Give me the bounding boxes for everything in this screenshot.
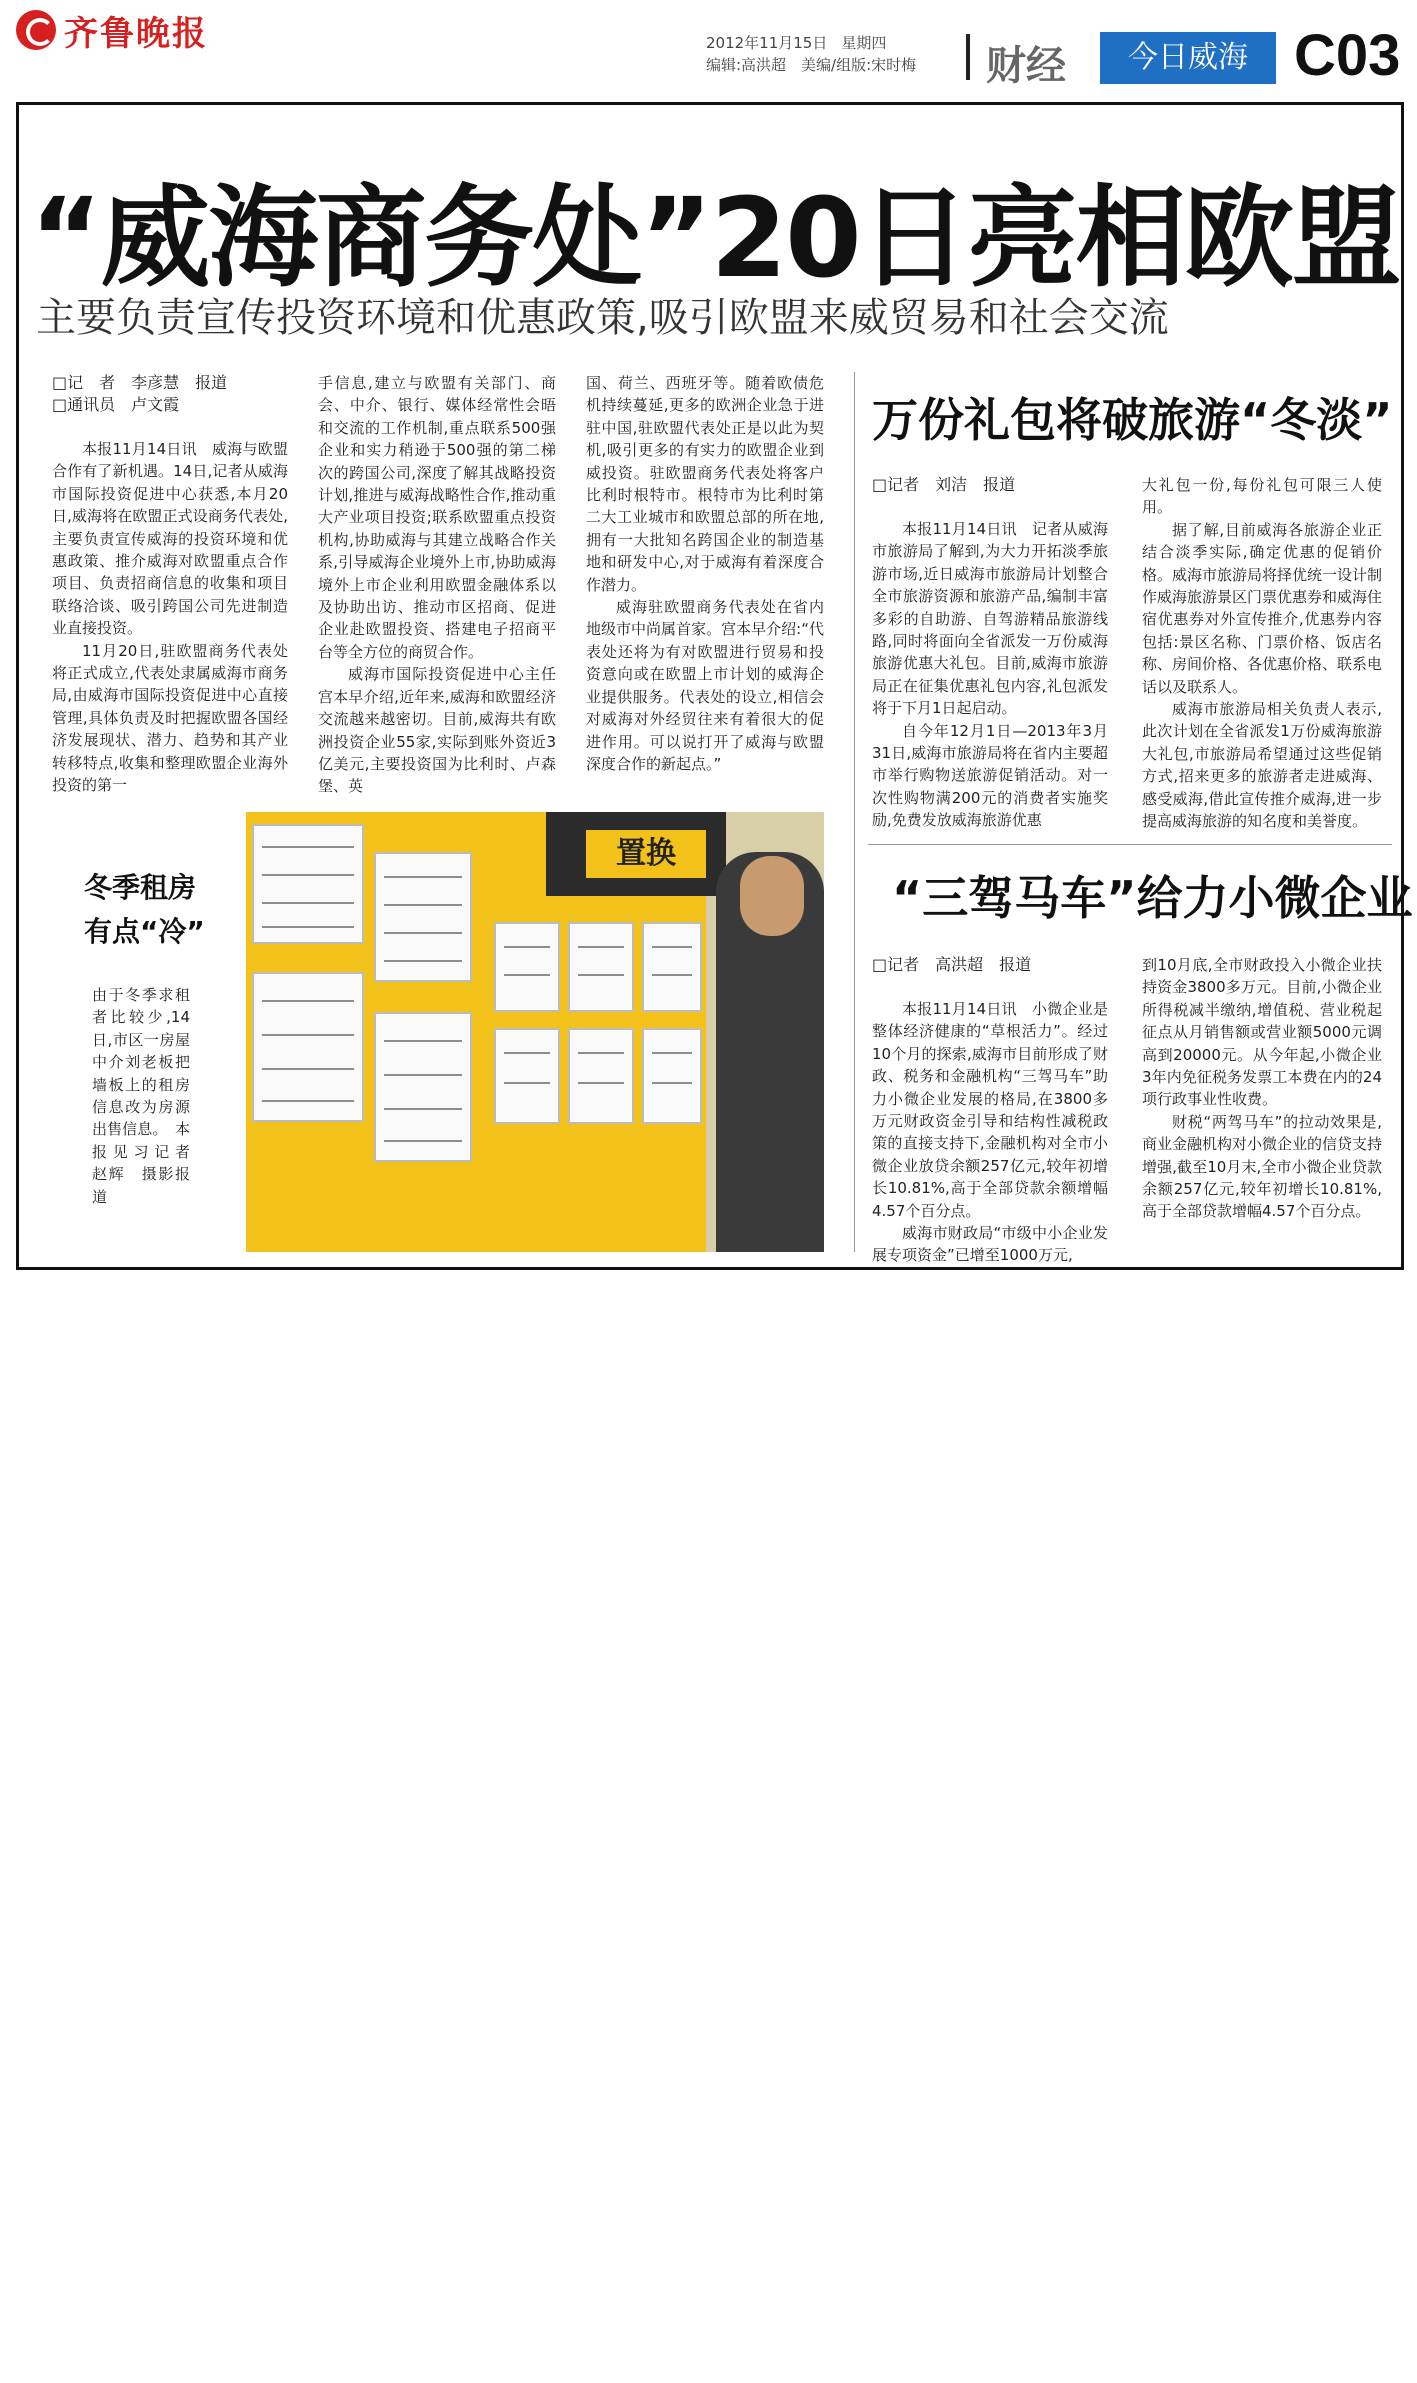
lead-paragraph: 威海驻欧盟商务代表处在省内地级市中尚属首家。宫本早介绍:“代表处还将为有对欧盟进行贸易和投资意向或在欧盟上市计划的威海企业提供服务。代表处的设立,相信会对威海对外经贸往来有着很大的促进作用。可以说打开了威海与欧盟深度合作的新起点。” [586,598,824,773]
agent-head [740,856,804,936]
tourism-paragraph: 本报11月14日讯 记者从威海市旅游局了解到,为大力开拓淡季旅游市场,近日威海市旅游局计划整合全市旅游资源和旅游产品,编制丰富多彩的自助游、自驾游精品旅游线路,同时将面向全省派发一万份威海旅游优惠大礼包。目前,威海市旅游局正在征集优惠礼包内容,礼包派发将于下月1日起启动。 [872,520,1108,718]
byline-reporter: □记 者 李彦慧 报道 [52,373,228,392]
listing-card [374,852,472,982]
page-number: C03 [1294,23,1401,88]
lead-column-3 [586,372,824,775]
tourism-headline: 万份礼包将破旅游“冬淡” [872,393,1393,447]
listing-card [642,1028,702,1124]
sme-byline: □记者 高洪超 报道 [872,955,1032,974]
divider [966,34,970,80]
listing-card [642,922,702,1012]
sun-swirl-icon [16,10,56,50]
byline-correspondent: □通讯员 卢文霞 [52,395,180,414]
listing-card [252,972,364,1122]
sme-headline: “三驾马车”给力小微企业 [892,871,1413,925]
tourism-paragraph: 大礼包一份,每份礼包可限三人使用。 [1142,476,1382,517]
tourism-paragraph: 自今年12月1日—2013年3月31日,威海市旅游局将在省内主要超市举行购物送旅游促销活动。对一次性购物满200元的消费者实施奖励,免费发放威海旅游优惠 [872,721,1108,830]
listing-card [568,922,634,1012]
sme-paragraph: 威海市财政局“市级中小企业发展专项资金”已增至1000万元, [872,1224,1108,1265]
listing-card [374,1012,472,1162]
lead-headline: “威海商务处”20日亮相欧盟 [30,174,1400,302]
section-divider [868,844,1392,845]
newspaper-logo[interactable] [16,8,208,52]
lead-paragraph: 威海市国际投资促进中心主任宫本早介绍,近年来,威海和欧盟经济交流越来越密切。目前,威海共有欧洲投资企业55家,实际到账外资近3亿美元,主要投资国为比利时、卢森堡、英 [318,665,556,796]
tourism-paragraph: 据了解,目前威海各旅游企业正结合淡季实际,确定优惠的促销价格。威海市旅游局将择优统一设计制作威海旅游景区门票优惠券和威海住宿优惠券对外宣传推介,优惠券内容包括:景区名称、门票价格、饭店名称、房间价格、各优惠价格、联系电话以及联系人。 [1142,520,1383,696]
lead-column-2 [318,372,556,798]
logo-text: 齐鲁晚报 [64,13,208,54]
sme-paragraph: 财税“两驾马车”的拉动效果是,商业金融机构对小微企业的信贷支持增强,截至10月末,全市小微企业贷款余额257亿元,较年初增长10.81%,高于全部贷款增幅4.57个百分点。 [1142,1112,1383,1221]
sme-column-2 [1142,954,1382,1223]
listing-card [568,1028,634,1124]
column-divider [854,372,855,1252]
masthead [0,0,1417,100]
listing-card [494,1028,560,1124]
sme-column-1 [872,954,1108,1267]
lead-paragraph: 手信息,建立与欧盟有关部门、商会、中介、银行、媒体经常性会晤和交流的工作机制,重点联系500强企业和实力稍逊于500强的第二梯次的跨国公司,深度了解其战略投资计划,推进与威海战略性合作,推动重大产业项目投资;联系欧盟重点投资机构,协助威海与其建立战略合作关系,引导威海企业境外上市,协助威海境外上市企业利用欧盟金融体系以及协助出访、推动市区招商、促进企业赴欧盟投资、搭建电子招商平台等全方位的商贸合作。 [318,374,556,661]
photo-caption: 由于冬季求租者比较少,14日,市区一房屋中介刘老板把墙板上的租房信息改为房源出售信息。 本报见习记者 赵辉 摄影报道 [92,986,206,1206]
listing-card [252,824,364,944]
lead-paragraph: 本报11月14日讯 威海与欧盟合作有了新机遇。14日,记者从威海市国际投资促进中心获悉,本月20日,威海将在欧盟正式设商务代表处,主要负责宣传威海的投资环境和优惠政策、推介威海对欧盟重点合作项目、负责招商信息的收集和项目联络洽谈、吸引跨国公司先进制造业直接投资。 [52,440,288,638]
lead-column-1 [52,372,288,797]
news-photo[interactable] [246,812,824,1252]
sme-paragraph: 到10月底,全市财政投入小微企业扶持资金3800多万元。目前,小微企业所得税减半缴纳,增值税、营业税起征点从月销售额或营业额5000元调高到20000元。从今年起,小微企业3年内免征税务发票工本费在内的24项行政事业性收费。 [1142,956,1382,1109]
tourism-column-2 [1142,474,1382,833]
issue-date: 2012年11月15日 [706,34,828,52]
tourism-column-1 [872,474,1108,832]
tab-today-weihai[interactable]: 今日威海 [1100,32,1276,84]
lead-subhead: 主要负责宣传投资环境和优惠政策,吸引欧盟来威贸易和社会交流 [36,295,1169,341]
editor-credits: 编辑:高洪超 美编/组版:宋时梅 [706,56,917,74]
sme-paragraph: 本报11月14日讯 小微企业是整体经济健康的“草根活力”。经过10个月的探索,威海市目前形成了财政、税务和金融机构“三驾马车”助力小微企业发展的格局,在3800多万元财政资金引导和结构性减税政策的直接支持下,金融机构对全市小微企业放贷余额257亿元,较年初增长10.81%,高于全部贷款余额增幅4.57个百分点。 [872,1000,1108,1220]
listing-card [494,922,560,1012]
board-sign: 置换 [586,830,706,878]
lead-paragraph: 11月20日,驻欧盟商务代表处将正式成立,代表处隶属威海市商务局,由威海市国际投资促进中心直接管理,具体负责及时把握欧盟各国经济发展现状、潜力、趋势和其产业转移特点,收集和整理欧盟企业海外投资的第一 [52,641,288,795]
issue-weekday: 星期四 [841,34,887,52]
issue-info [706,32,916,76]
tourism-byline: □记者 刘洁 报道 [872,475,1016,494]
tourism-paragraph: 威海市旅游局相关负责人表示,此次计划在全省派发1万份威海旅游大礼包,市旅游局希望通过这些促销方式,招来更多的旅游者走进威海、感受威海,借此宣传推介威海,进一步提高威海旅游的知名度和美誉度。 [1142,700,1382,831]
photo-caption-title: 冬季租房 有点“冷” [84,871,205,948]
section-label: 财经 [986,43,1066,89]
lead-paragraph: 国、荷兰、西班牙等。随着欧债危机持续蔓延,更多的欧洲企业急于进驻中国,驻欧盟代表处正是以此为契机,吸引更多的有实力的欧盟企业到威投资。驻欧盟商务代表处将客户比利时根特市。根特市为比利时第二大工业城市和欧盟总部的所在地,拥有一大批知名跨国企业的制造基地和研发中心,对于威海有着深度合作潜力。 [586,374,824,594]
